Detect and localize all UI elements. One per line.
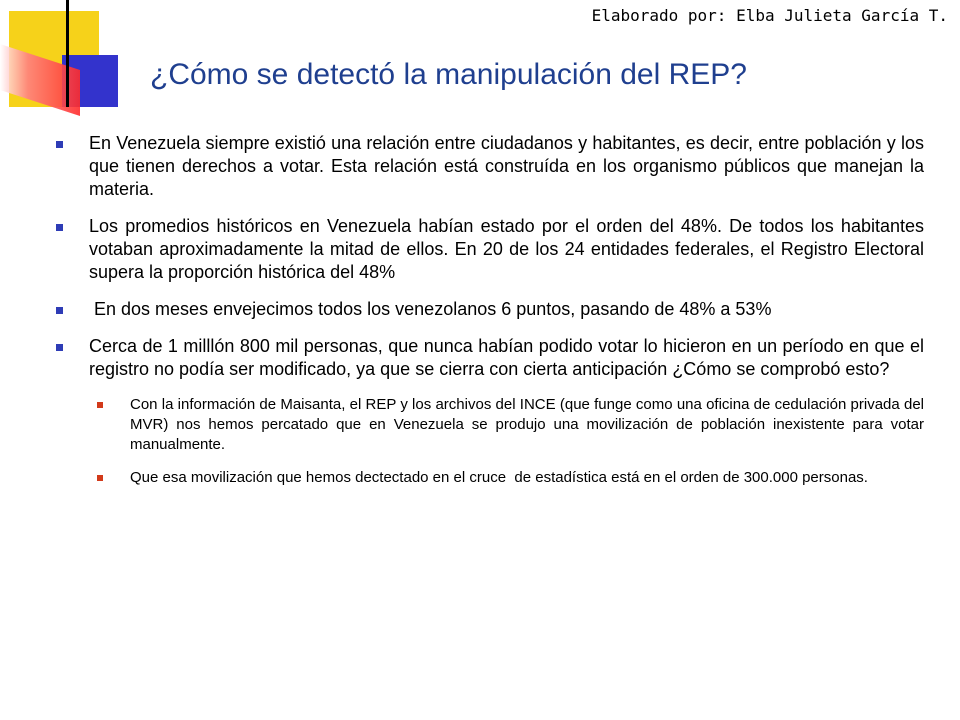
bullet-text: En dos meses envejecimos todos los venezolanos 6 puntos, pasando de 48% a 53% (89, 299, 772, 319)
sub-bullet-item (95, 468, 924, 488)
bullet-item (54, 335, 924, 381)
sub-bullet-text: Que esa movilización que hemos dectectado en el cruce de estadística está en el orden de 300.000 personas. (130, 469, 868, 486)
bullet-item (54, 132, 924, 201)
bullet-item (54, 215, 924, 284)
square-bullet-icon (56, 141, 63, 148)
bullet-text: Los promedios históricos en Venezuela habían estado por el orden del 48%. De todos los habitantes votaban aproximadamente la mitad de ellos. En 20 de los 24 entidades federales, el Registro Electoral supera la proporción histórica del 48% (89, 216, 924, 282)
sub-bullet-text: Con la información de Maisanta, el REP y los archivos del INCE (que funge como una oficina de cedulación privada del MVR) nos hemos percatado que en Venezuela se produjo una movilización de población inexistente para votar manualmente. (130, 396, 924, 453)
sub-bullet-item (95, 395, 924, 455)
author-credit: Elaborado por: Elba Julieta García T. (591, 6, 948, 25)
decor-vertical-line (66, 0, 69, 107)
bullet-list (54, 132, 924, 501)
small-square-bullet-icon (97, 402, 103, 408)
square-bullet-icon (56, 344, 63, 351)
bullet-text: Cerca de 1 milllón 800 mil personas, que nunca habían podido votar lo hicieron en un período en que el registro no podía ser modificado, ya que se cierra con cierta anticipación ¿Cómo se comprobó esto? (89, 336, 924, 379)
bullet-text: En Venezuela siempre existió una relación entre ciudadanos y habitantes, es decir, entre población y los que tienen derechos a votar. Esta relación está construída en los organismo públicos que manejan la materia. (89, 133, 924, 199)
square-bullet-icon (56, 307, 63, 314)
slide-title: ¿Cómo se detectó la manipulación del REP? (150, 58, 747, 91)
small-square-bullet-icon (97, 475, 103, 481)
bullet-item (54, 298, 924, 321)
square-bullet-icon (56, 224, 63, 231)
